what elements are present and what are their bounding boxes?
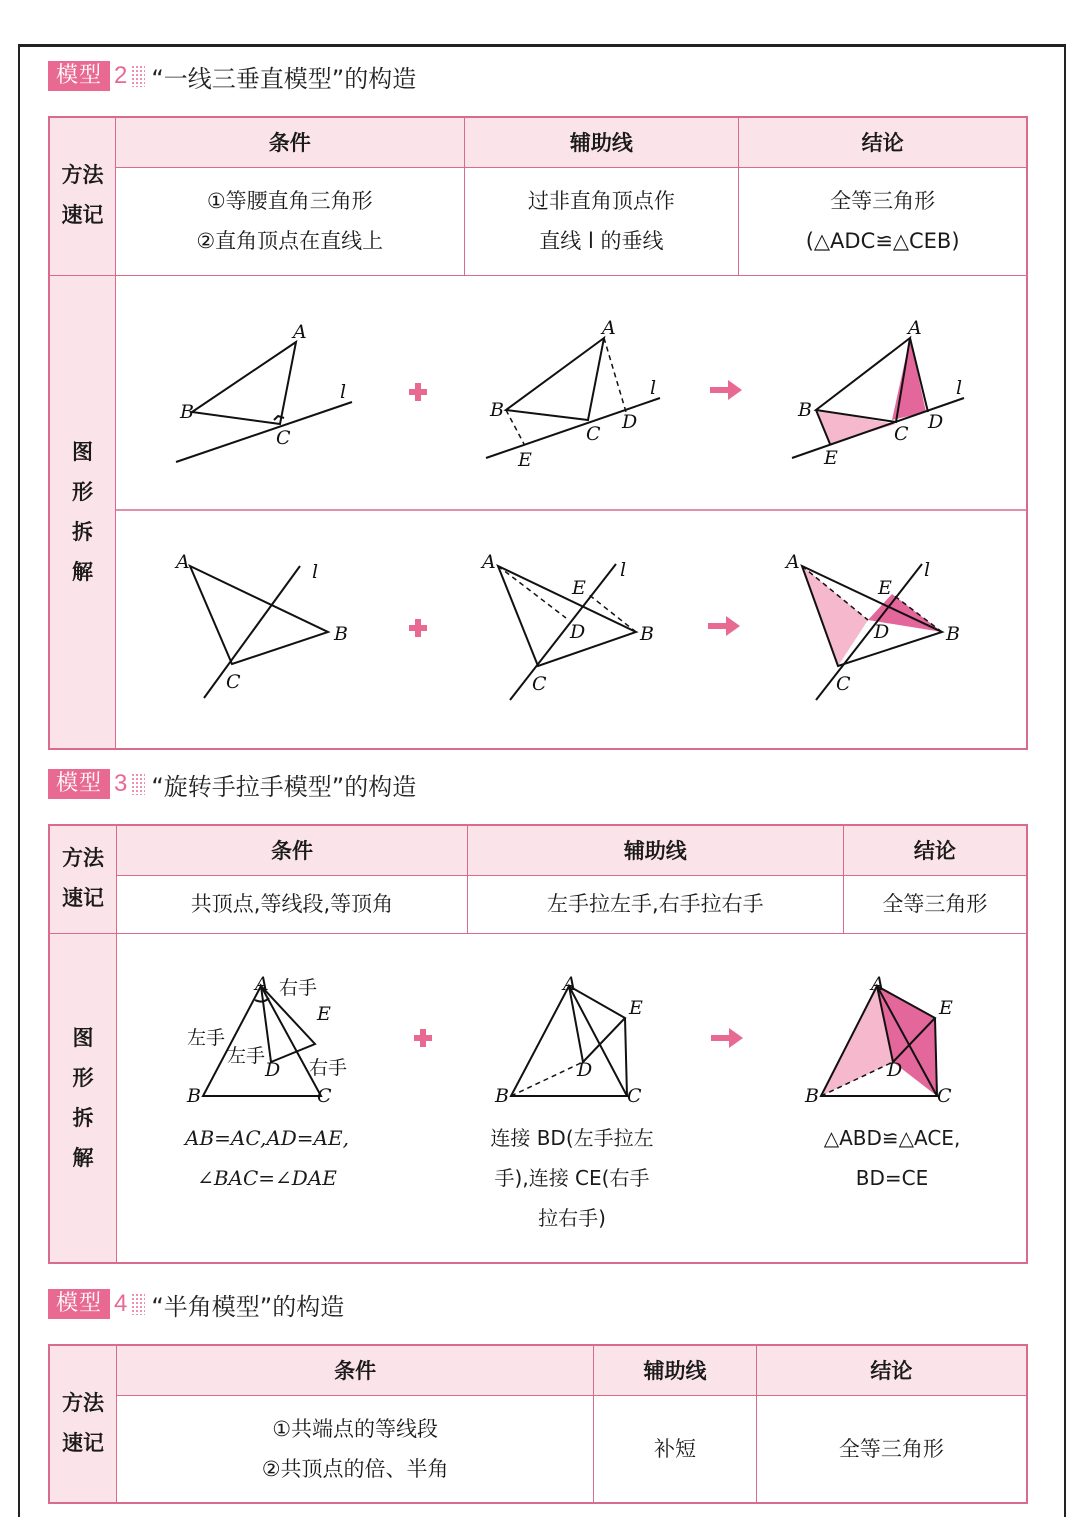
model-3-heading xyxy=(48,766,416,802)
model-title: “一线三垂直模型”的构造 xyxy=(151,64,417,93)
svg-text:D: D xyxy=(928,410,944,433)
svg-text:D: D xyxy=(265,1058,281,1081)
caption-middle: 连接 BD(左手拉左 手),连接 CE(右手 拉右手) xyxy=(490,1125,654,1230)
svg-text:E: E xyxy=(878,576,892,599)
plus-icon xyxy=(409,383,427,401)
dots-icon xyxy=(131,773,145,795)
svg-text:B: B xyxy=(495,1084,509,1104)
side-label-figure: 图形拆解 xyxy=(49,933,117,1263)
model-number: 2 xyxy=(114,62,128,89)
svg-text:C: C xyxy=(937,1084,952,1104)
model-title: “旋转手拉手模型”的构造 xyxy=(151,772,417,801)
diagram-row1-aux xyxy=(486,317,660,471)
svg-text:C: C xyxy=(836,672,851,695)
svg-text:C: C xyxy=(532,672,547,695)
caption-left: AB=AC,AD=AE, ∠BAC=∠DAE xyxy=(185,1125,349,1190)
header-condition: 条件 xyxy=(116,117,465,167)
svg-text:C: C xyxy=(627,1084,642,1104)
dots-icon xyxy=(131,1293,145,1315)
svg-text:B: B xyxy=(180,400,194,423)
model-3-table xyxy=(48,824,1028,1264)
side-label-method: 方法速记 xyxy=(49,1345,117,1503)
svg-text:A: A xyxy=(786,550,800,573)
header-conclusion: 结论 xyxy=(843,825,1027,875)
svg-text:E: E xyxy=(939,996,953,1019)
svg-text:l: l xyxy=(650,376,657,399)
conclusion-cell: 全等三角形 (△ADC≌△CEB) xyxy=(739,167,1027,275)
svg-text:C: C xyxy=(894,422,909,445)
model-4-heading xyxy=(48,1286,344,1322)
plus-icon xyxy=(409,619,427,637)
svg-text:E: E xyxy=(518,448,532,471)
svg-text:A: A xyxy=(602,316,616,339)
arrow-right-icon xyxy=(710,380,742,400)
figure-diagram xyxy=(117,934,1027,1104)
svg-text:D: D xyxy=(622,410,638,433)
diagram-row2-aux xyxy=(480,551,654,700)
diagram-handshake-original xyxy=(186,973,347,1104)
diagram-row1-result xyxy=(792,317,964,469)
svg-text:A: A xyxy=(482,550,496,573)
svg-text:B: B xyxy=(187,1084,201,1104)
svg-text:B: B xyxy=(334,622,348,645)
condition-cell: ①等腰直角三角形 ②直角顶点在直线上 xyxy=(116,167,465,275)
svg-text:D: D xyxy=(874,620,890,643)
caption-right: △ABD≌△ACE, BD=CE xyxy=(823,1125,961,1190)
header-aux: 辅助线 xyxy=(594,1345,757,1395)
svg-text:D: D xyxy=(570,620,586,643)
diagram-handshake-aux xyxy=(494,973,643,1104)
arrow-right-icon xyxy=(708,616,740,636)
conclusion-cell: 全等三角形 xyxy=(756,1395,1027,1503)
svg-text:A: A xyxy=(176,550,190,573)
svg-text:B: B xyxy=(640,622,654,645)
svg-text:左手: 左手 xyxy=(187,1026,226,1049)
header-conclusion: 结论 xyxy=(756,1345,1027,1395)
svg-text:C: C xyxy=(276,426,291,449)
plus-icon xyxy=(414,1029,432,1047)
svg-text:右手: 右手 xyxy=(279,976,318,999)
diagram-row2-original xyxy=(174,551,348,698)
svg-text:A: A xyxy=(293,320,307,343)
side-label-method: 方法速记 xyxy=(49,117,116,275)
header-aux: 辅助线 xyxy=(464,117,739,167)
side-label-figure: 图形拆解 xyxy=(49,275,116,749)
svg-text:E: E xyxy=(824,446,838,469)
conclusion-cell: 全等三角形 xyxy=(843,875,1027,933)
aux-cell: 左手拉左手,右手拉右手 xyxy=(467,875,843,933)
side-label-method: 方法速记 xyxy=(49,825,117,933)
header-conclusion: 结论 xyxy=(739,117,1027,167)
svg-text:右手: 右手 xyxy=(309,1056,348,1079)
svg-text:A: A xyxy=(255,972,269,995)
figure-cell xyxy=(117,933,1028,1263)
diagram-row2-result xyxy=(784,551,960,700)
svg-text:E: E xyxy=(317,1002,331,1025)
diagram-handshake-result xyxy=(804,973,953,1104)
model-tag: 模型 xyxy=(48,61,110,91)
dots-icon xyxy=(131,65,145,87)
svg-text:A: A xyxy=(908,316,922,339)
svg-text:E: E xyxy=(629,996,643,1019)
model-4-table xyxy=(48,1344,1028,1504)
condition-cell: 共顶点,等线段,等顶角 xyxy=(117,875,468,933)
svg-text:B: B xyxy=(490,398,504,421)
svg-text:C: C xyxy=(586,422,601,445)
svg-text:C: C xyxy=(226,670,241,693)
svg-text:B: B xyxy=(805,1084,819,1104)
aux-cell: 过非直角顶点作 直线 l 的垂线 xyxy=(464,167,739,275)
svg-text:B: B xyxy=(946,622,960,645)
figure-diagram xyxy=(116,276,1026,744)
condition-cell: ①共端点的等线段 ②共顶点的倍、半角 xyxy=(117,1395,594,1503)
figure-cell xyxy=(116,275,1028,749)
model-tag: 模型 xyxy=(48,769,110,799)
header-aux: 辅助线 xyxy=(467,825,843,875)
svg-text:E: E xyxy=(572,576,586,599)
svg-text:l: l xyxy=(956,376,963,399)
model-tag: 模型 xyxy=(48,1289,110,1319)
svg-text:l: l xyxy=(924,558,931,581)
svg-text:A: A xyxy=(871,972,885,995)
svg-text:D: D xyxy=(577,1058,593,1081)
model-2-heading xyxy=(48,58,416,94)
model-2-table xyxy=(48,116,1028,750)
diagram-row1-original xyxy=(176,321,352,462)
svg-text:l: l xyxy=(620,558,627,581)
svg-text:A: A xyxy=(563,972,577,995)
svg-text:C: C xyxy=(317,1084,332,1104)
aux-cell: 补短 xyxy=(594,1395,757,1503)
model-number: 3 xyxy=(114,770,128,797)
model-title: “半角模型”的构造 xyxy=(151,1292,345,1321)
header-condition: 条件 xyxy=(117,1345,594,1395)
svg-text:B: B xyxy=(798,398,812,421)
svg-text:l: l xyxy=(312,560,319,583)
arrow-right-icon xyxy=(711,1028,743,1048)
model-number: 4 xyxy=(114,1290,128,1317)
svg-text:D: D xyxy=(887,1058,903,1081)
svg-text:l: l xyxy=(340,380,347,403)
header-condition: 条件 xyxy=(117,825,468,875)
svg-text:左手: 左手 xyxy=(227,1044,266,1067)
